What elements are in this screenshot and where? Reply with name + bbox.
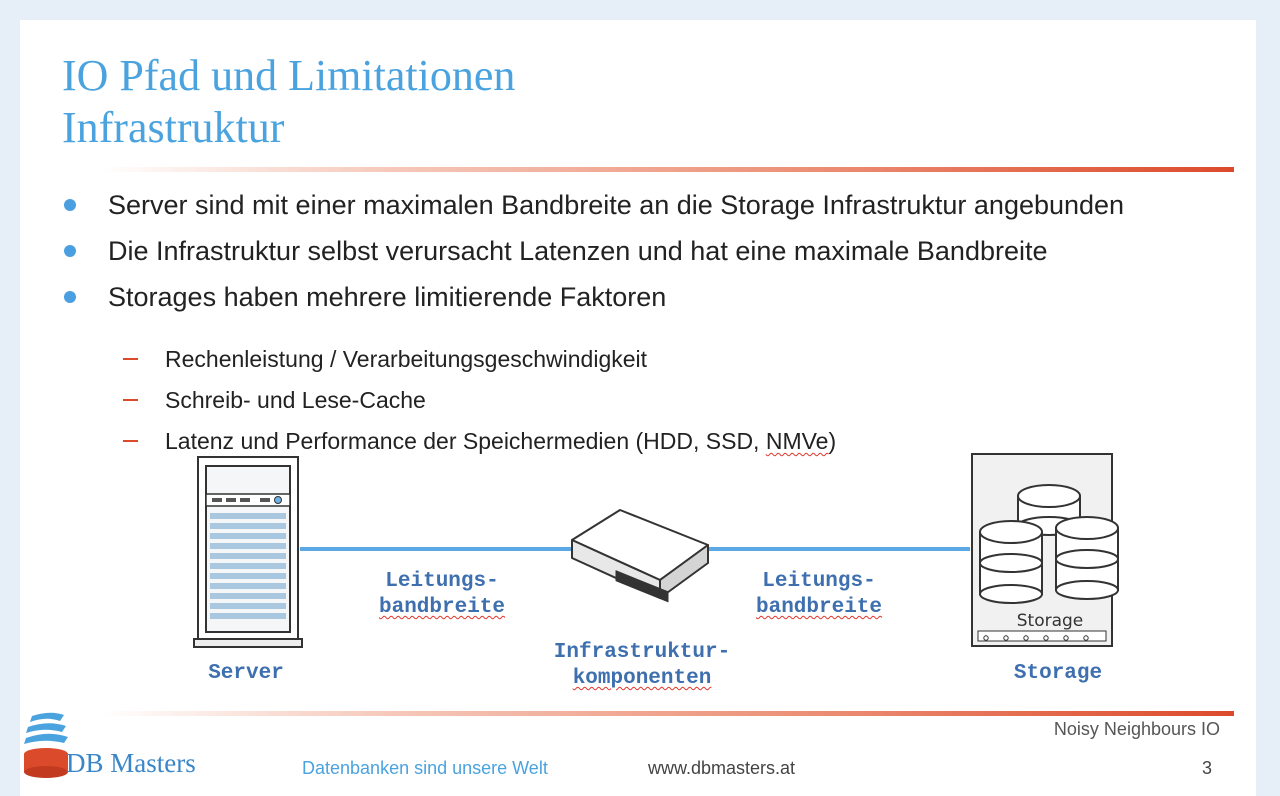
bullet-item: Server sind mit einer maximalen Bandbreite an die Storage Infrastruktur angebunden	[64, 190, 1124, 220]
storage-icon	[972, 454, 1118, 646]
link-left-label: Leitungs- bandbreite	[378, 570, 506, 619]
sub-bullet-item: Rechenleistung / Verarbeitungsgeschwindigkeit	[123, 344, 836, 374]
bullet-item: Die Infrastruktur selbst verursacht Latenzen und hat eine maximale Bandbreite	[64, 236, 1124, 266]
spellcheck-marked-word: NMVe	[765, 428, 829, 454]
page-number: 3	[1202, 758, 1213, 778]
slide	[20, 20, 1256, 796]
db-masters-logo-icon	[20, 710, 72, 780]
sub-bullet-item: Schreib- und Lese-Cache	[123, 385, 836, 415]
footer-topic: Noisy Neighbours IO	[1053, 719, 1220, 739]
company-logo-text: DB Masters	[66, 748, 196, 778]
link-right-label: Leitungs- bandbreite	[755, 570, 883, 619]
footer-website: www.dbmasters.at	[648, 758, 796, 778]
title-line-1: IO Pfad und Limitationen	[62, 51, 516, 100]
storage-icon-text: Storage	[1016, 611, 1084, 631]
server-icon	[194, 457, 302, 647]
footer-tagline: Datenbanken sind unsere Welt	[302, 758, 548, 778]
server-label: Server	[208, 662, 284, 685]
footer-divider	[100, 711, 1234, 716]
bullet-item: Storages haben mehrere limitierende Faktoren	[64, 282, 1124, 312]
network-switch-icon	[572, 510, 708, 602]
storage-label: Storage	[1013, 662, 1103, 685]
infrastructure-label: Infrastruktur- komponenten	[553, 641, 731, 690]
sub-bullet-item: Latenz und Performance der Speichermedien (HDD, SSD, NMVe)	[123, 426, 836, 456]
title-line-2: Infrastruktur	[62, 103, 285, 152]
